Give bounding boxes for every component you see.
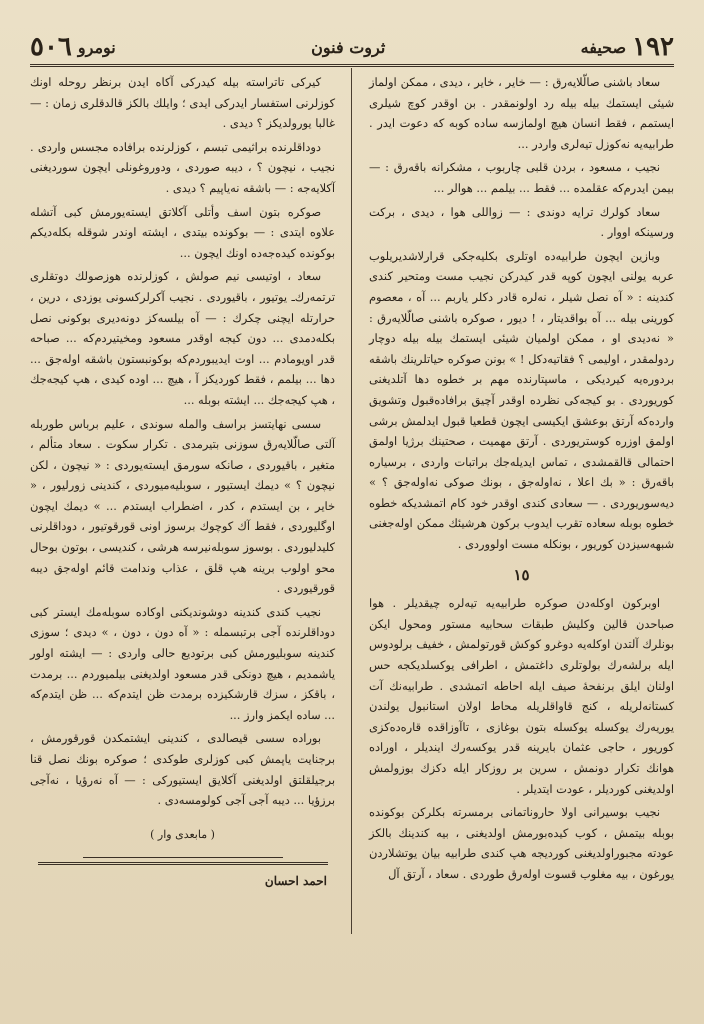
left-column [30, 72, 335, 994]
paragraph: سسی نهایتسز براسف والمله سوندی ، علیم برباس طوربله آلتی صالّلایه‌رق سوزنی بتیرمدی . تکرار سکوت . سعاد متألم ، متغیر ، باقیوردی ، صانکه سورمق ایسته‌یوردی : « نیچون ، لکن نیچون ؟ » دیمك ایستیور ، سوبلیه‌میوردی ، کندینی زورلیور ، « خایر ، بن ایستدم ، کدر ، اضطراب ایستدم ... » دیمك ایچون اوگلیوردی ، فقط آك کوچوك برسوز اونی قورقوتیور ، دوداقلرنی کلیدلیوردی . بوسوز سوبله‌نیرسه هرشی ، کندیسی ، بوتون بوحال محو اولوب برینه هپ قلق ، عذاب وندامت قائم اوله‌جق دیبه قورقیوردی . [30, 416, 335, 596]
page-label: صحيفه [580, 37, 627, 57]
page-number: ١٩٢ [632, 32, 674, 62]
paragraph: نجیب بوسیرانی اولا حاروناتمانی برمسرته بکلرکن بوکونده بوبله بیتمش ، کوب کیده‌بورمش اولدیغنی ، بیه کندینك بالکز عودته مجبوراولدیغنی کوردیجه هپ کندی طرابیه بیان یوتشلاردن یورغون ، بیه مغلوب قسوت اوله‌رق طوردی . سعاد ، آرتق آل [369, 805, 674, 881]
header-left-group [30, 32, 122, 62]
header-right-group [575, 32, 674, 62]
paragraph: سعاد باشنی صالّلایه‌رق : — خایر ، خایر ، دیدی ، ممکن اولماز شیئی ایستمك بیله بیله رد اولونمقدر . بن اوقدر کوچ شیلری ایستمم ، فقط انسان هیچ اولمازسه ساده کوبه که دعوت ایدر . طرابیه‌یه نه‌کوزل تیه‌لری واردر ... [369, 75, 674, 151]
page-header [30, 30, 674, 64]
paragraph: دوداقلرنده براثیمی تبسم ، کوزلرنده برافاده مجسس واردی . نجیب ، نیچون ؟ ، دیبه صوردی ، ودوروغونلی ایچون سوردیغنی آکلایه‌جه : — باشقه نه‌یاپیم ؟ دیدی . [30, 139, 335, 195]
paragraph: سعاد ، اوتیسی نیم صولش ، کوزلرنده هوزصولك دوتقلری ترتمه‌رك‌ـ یوتیور ، باقیوردی . نجیب آکرلرکسونی یوزدی ، درین ، حرارتله ایچنی چکرك : — آه بیلسه‌کز دونه‌دیری بوکونی نصل بکله‌دمدی ... دون کیجه اوقدر مسعود ومخیتیردم‌که ... صباحه قدر اویومادم ... اوت ایدیبوردم‌که بوکونبستون باشقه اوله‌جق ... دها ... بیلمم ، فقط کوردیکز آ ، هیچ ... اوده کیدی ، هپ کیجه‌جك ، هپ کیجه‌جك ... ایشته بوبله ... [30, 269, 335, 407]
continued-note: ( مابعدی وار ) [150, 827, 215, 841]
column-divider [351, 68, 352, 934]
header-divider [30, 64, 674, 67]
issue-label: نومرو [77, 37, 116, 57]
journal-title: ثروت فنون [311, 37, 386, 57]
paragraph: وبازین ایچون طرابیه‌ده اوتلری بکلیه‌جکی قرارلاشدیریلوب عربه یولنی ایچون کوپه قدر کیدرکن نجیب مست ومتحیر کندی کندینه : « آه نصل شیلر ، نه‌لره قادر دکلر یاربم ... آه ، معصوم کورینی بیله ... آه بواقدیتار ، ! دیور ، صوکره باشنی صالّلایه‌رق : « نه‌دیدی او ، ممکن اولمیان شیئی ایستمك بیله بیله دوچار ردولمقدر ، اولیمی ؟ فقاتیه‌دکل ! » بونن صوکره حیاتلرینك باشقه بردوره‌یه کیردیکی ، ماسپتارنده مهم بر خطوه دها آتلدیغنی کوریوردی . بو کیجه‌کی نظرده اوقدر آچیق برافاده‌قبول وتشویق وارده‌که آرتق بوعشق ایکیسی ایچون قطعیا قبول ایدلمش برشی اولمق اوزره کوستریوردی . آرتق مهمیت ، صحتینك برژیا اولمق احتمالی قالقمشدی ، تماس ایدیله‌جك براتبات واردی ، برسیاره باقه‌رق : « بك اعلا ، نه‌اوله‌جق ، بونك صوکی نه‌اوله‌جق ؟ » دیه‌سوریوردی . — سعادی کندی اوقدر خود کام اتمشدیکه خطوه خطوه بوبله سعاده تقرب ایدوب برکون هرشیئك ممکن اوله‌جغنی شبهه‌سیزدن کوریور ، بونکله مست اولووردی . [369, 248, 674, 552]
end-rule [83, 857, 283, 858]
paragraph: کیرکی تاتراسته بیله کیدرکی آکاه ایدن برنظر روحله اونك کوزلرنی استفسار ایدرکی ایدی ؛ و‌ایلك بالکز قالدقلری زمان : — غالبا یورولدیکز ؟ دیدی . [30, 75, 335, 131]
paragraph: بوراده سسی قیصالدی ، کندینی ایشتمکدن قورقورمش ، برجنایت یاپمش کبی کوزلری طوکدی ؛ صوکره بونك نصل قنا برجیلقلتق اولدیغنی آکلایق ایستیورکی : — آه نه‌رؤیا ، نه‌آجی برزؤیا ... دیبه آجی آجی کولومسه‌دی . [30, 731, 335, 808]
paragraph: اوبركون اوکله‌دن صوکره طرابیه‌یه تیه‌لره چیقدیلر . هوا صباحدن قالین وکلیش طبقات سحابیه مستور ومحول ایکن بونلرك آلتدن اوکله‌یه دوغرو کوکش قورتولمش ، خفیف برلودوس ایله برلشه‌رك بولوتلری داغتمش ، اطرافی یوکسلدیکجه حس اولنان ایلق برنفحهٔ صیف ایله احاطه اتمشدی . طرابیه‌نك آت کستانه‌لریله ، کنج قاواقلریله محاط اولان استانبول یولندن یوریه‌رك یوکسله یوکسله بتون بوغازی ، تاآوزاقده قاره‌ده‌کزی کوریور ، حاجی عثمان بایرینه قدر یوکسه‌رك اینديلر ، اوراده هوانك تکرار دونمش ، سرین بر روزکار ایله دکزك بوزولمش اولدیغنی کوردیلر ، عودت ایتدیلر . [369, 596, 674, 796]
paragraph: نجیب کندی کندینه دوشوندیکنی اوکاده سوبله‌مك ایستر کبی دوداقلرنده آجی برتبسمله : « آه دون ، دون ، » دیدی ؛ سوزی کندینه سوبلیورمش کبی برتودیع حالی واردی : — ایشته اولور یاشمدیم ، هیچ دونکی قدر مسعود اولدیغنی بیلمیوردم ... برمدت ، باقکز ، سزك قارشکیزده برمدت ظن ایتدم‌که ... ظن ایتدم‌که ... ساده ایکمز وارز ... [30, 604, 335, 722]
author-signature: احمد احسان [264, 874, 327, 889]
right-column [369, 72, 674, 994]
paragraph: صوکره بتون اسف وأتلی آکلاتق ایسته‌یورمش کبی آتشله علاوه ایتدی : — بوکونده بیتدی ، ایشته اوندر شوقله بکله‌دیکم بوکونده کیده‌جه‌ده اونك ایچون ... [30, 204, 335, 260]
section-number: ١٥ [513, 565, 530, 584]
paragraph: نجیب ، مسعود ، بردن قلبی چاربوب ، مشکرانه باقه‌رق : — بیمن ایدرم‌که عقلمده ... فقط ... بیلمم ... هوالر ... [369, 160, 674, 195]
paragraph: سعاد کولرك ترایه دوندی : — زواللی هوا ، دیدی ، برکت ورسینکه اووار . [369, 204, 674, 240]
issue-number: ٥٠٦ [30, 32, 72, 62]
end-double-rule [38, 862, 328, 865]
